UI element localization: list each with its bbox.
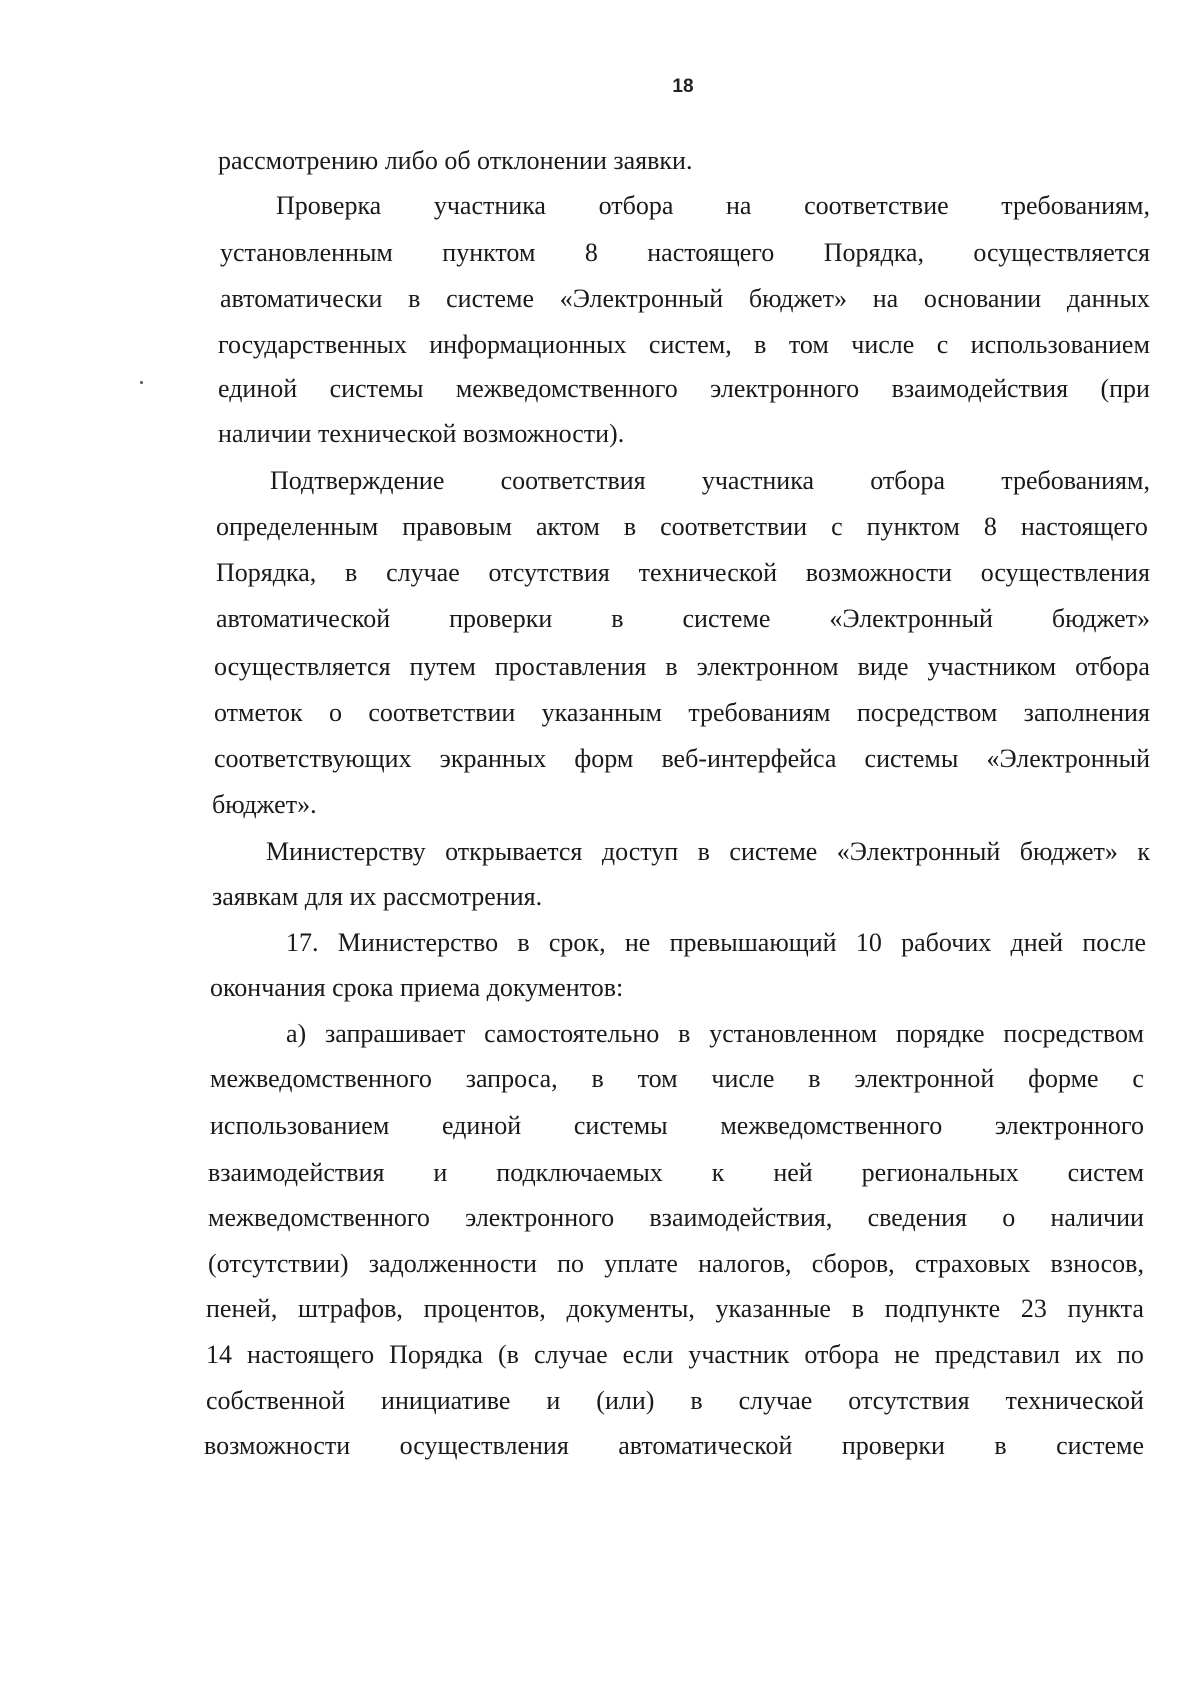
word: о: [1002, 1203, 1016, 1232]
word: Порядка,: [823, 238, 924, 267]
word: использованием: [970, 330, 1150, 359]
word: в: [591, 1064, 604, 1093]
word: участник: [688, 1340, 790, 1369]
word: проверки: [449, 604, 553, 633]
word: электронной: [854, 1064, 995, 1093]
text-line: [208, 1157, 1144, 1189]
word: документы,: [566, 1294, 695, 1323]
word: в: [678, 1019, 691, 1048]
word: настоящего: [1020, 512, 1148, 541]
word: электронного: [994, 1111, 1144, 1140]
word: электронном: [696, 652, 839, 681]
word: Проверка: [276, 191, 382, 220]
word: межведомственного: [720, 1111, 943, 1140]
word: в: [408, 284, 421, 313]
word: о: [329, 698, 343, 727]
word: отбора: [804, 1340, 880, 1369]
word: собственной: [206, 1386, 346, 1415]
word: в: [345, 558, 358, 587]
word: отсутствия: [848, 1386, 970, 1415]
word: порядке: [895, 1019, 985, 1048]
word: Порядка: [389, 1340, 483, 1369]
word: с: [936, 330, 949, 359]
text-line: [214, 697, 1150, 729]
word: требованиям,: [1001, 466, 1150, 495]
word: форм: [574, 744, 634, 773]
word: соответствующих: [214, 744, 412, 773]
word: сведения: [867, 1203, 967, 1232]
word: окончания срока приема документов:: [210, 973, 624, 1002]
word: подключаемых: [496, 1158, 663, 1187]
word: не: [894, 1340, 920, 1369]
word: систем: [1067, 1158, 1144, 1187]
word: возможности: [204, 1431, 351, 1460]
word: в: [697, 837, 710, 866]
word: «Электронный: [836, 837, 1001, 866]
word: соответствие: [804, 191, 949, 220]
word: системе: [1056, 1431, 1144, 1460]
word: числе: [711, 1064, 775, 1093]
word: отбора: [598, 191, 674, 220]
word: наличии: [1050, 1203, 1144, 1232]
word: том: [637, 1064, 678, 1093]
text-line: [218, 373, 1150, 405]
word: превышающий: [669, 928, 837, 957]
word: экранных: [439, 744, 547, 773]
word: к: [1137, 837, 1150, 866]
word: по: [557, 1249, 584, 1278]
word: единой: [218, 374, 298, 403]
word: соответствии: [660, 512, 808, 541]
word: том: [788, 330, 829, 359]
text-line: [214, 743, 1150, 775]
word: актом: [535, 512, 600, 541]
word: 10: [855, 928, 882, 957]
word: налогов,: [698, 1249, 792, 1278]
word: участника: [433, 191, 546, 220]
scan-speck: [140, 381, 143, 384]
word: бюджет»: [1051, 604, 1150, 633]
word: запрашивает: [325, 1019, 466, 1048]
text-line: [208, 1248, 1144, 1280]
word: рассмотрению либо об отклонении заявки.: [218, 146, 693, 175]
word: автоматической: [618, 1431, 793, 1460]
word: отбора: [870, 466, 946, 495]
word: на: [726, 191, 752, 220]
word: основании: [923, 284, 1042, 313]
text-line: [218, 418, 624, 450]
word: требованиям: [688, 698, 831, 727]
word: осуществления: [399, 1431, 569, 1460]
word: с: [831, 512, 843, 541]
word: 8: [983, 512, 997, 541]
text-line: [216, 511, 1148, 543]
word: соответствия: [500, 466, 646, 495]
word: уплате: [604, 1249, 678, 1278]
page-number: 18: [672, 76, 694, 97]
word: (при: [1100, 374, 1150, 403]
word: не: [624, 928, 651, 957]
word: соответствии: [368, 698, 516, 727]
word: представил: [934, 1340, 1060, 1369]
word: если: [622, 1340, 674, 1369]
word: в: [611, 604, 624, 633]
text-line: [206, 1339, 1144, 1371]
text-line: [286, 1018, 1144, 1050]
word: технической: [638, 558, 778, 587]
word: случае: [738, 1386, 813, 1415]
text-line: [276, 190, 1150, 222]
word: 14: [206, 1340, 232, 1369]
word: системы: [329, 374, 424, 403]
word: пунктом: [442, 238, 536, 267]
word: требованиям,: [1001, 191, 1150, 220]
word: автоматически: [220, 284, 383, 313]
word: срок,: [548, 928, 606, 957]
word: электронного: [710, 374, 860, 403]
word: рабочих: [901, 928, 992, 957]
word: систем,: [648, 330, 732, 359]
word: подпункте: [884, 1294, 1001, 1323]
word: пункта: [1067, 1294, 1144, 1323]
word: в: [517, 928, 530, 957]
word: пунктом: [866, 512, 960, 541]
text-line: [218, 329, 1150, 361]
word: с: [1132, 1064, 1144, 1093]
word: 17.: [286, 928, 319, 957]
word: правовым: [402, 512, 512, 541]
word: данных: [1066, 284, 1150, 313]
word: дней: [1010, 928, 1064, 957]
word: системе: [729, 837, 818, 866]
word: межведомственного: [455, 374, 678, 403]
word: возможности: [805, 558, 952, 587]
word: (отсутствии): [208, 1249, 349, 1278]
word: задолженности: [368, 1249, 537, 1278]
word: определенным: [216, 512, 379, 541]
word: и: [546, 1386, 561, 1415]
word: самостоятельно: [484, 1019, 660, 1048]
text-line: [270, 465, 1150, 497]
word: осуществляется: [973, 238, 1150, 267]
word: использованием: [210, 1111, 390, 1140]
word: инициативе: [381, 1386, 511, 1415]
word: (в: [497, 1340, 519, 1369]
word: Министерство: [337, 928, 499, 957]
word: открывается: [445, 837, 583, 866]
word: участником: [927, 652, 1057, 681]
word: пеней,: [206, 1294, 278, 1323]
text-line: [214, 651, 1150, 683]
word: установленным: [220, 238, 393, 267]
text-line: [216, 603, 1150, 635]
word: сборов,: [811, 1249, 895, 1278]
word: осуществления: [980, 558, 1150, 587]
word: единой: [441, 1111, 522, 1140]
word: межведомственного: [208, 1203, 430, 1232]
word: (или): [596, 1386, 655, 1415]
word: участника: [701, 466, 814, 495]
word: межведомственного: [210, 1064, 432, 1093]
word: отметок: [214, 698, 303, 727]
word: проставления: [494, 652, 647, 681]
word: проверки: [841, 1431, 945, 1460]
word: штрафов,: [298, 1294, 403, 1323]
word: взаимодействия: [891, 374, 1069, 403]
word: технической: [1005, 1386, 1144, 1415]
word: виде: [857, 652, 909, 681]
text-line: [210, 1063, 1144, 1095]
word: и: [433, 1158, 448, 1187]
word: 23: [1020, 1294, 1047, 1323]
word: а): [286, 1019, 307, 1048]
text-line: [210, 972, 623, 1004]
word: путем: [409, 652, 476, 681]
word: по: [1117, 1340, 1144, 1369]
word: настоящего: [247, 1340, 375, 1369]
text-line: [210, 1110, 1144, 1142]
word: форме: [1028, 1064, 1099, 1093]
word: настоящего: [647, 238, 775, 267]
word: в: [754, 330, 767, 359]
word: Подтверждение: [270, 466, 445, 495]
word: системе: [682, 604, 771, 633]
word: запроса,: [465, 1064, 558, 1093]
word: системы: [864, 744, 959, 773]
word: на: [872, 284, 899, 313]
word: бюджет»: [748, 284, 847, 313]
word: процентов,: [423, 1294, 546, 1323]
text-line: [208, 1202, 1144, 1234]
word: «Электронный: [559, 284, 724, 313]
text-line: [212, 881, 542, 913]
word: «Электронный: [829, 604, 993, 633]
text-line: [218, 145, 692, 177]
word: случае: [386, 558, 460, 587]
word: веб-интерфейса: [661, 744, 837, 773]
word: в: [690, 1386, 703, 1415]
word: отбора: [1075, 652, 1150, 681]
word: в: [623, 512, 637, 541]
word: наличии технической возможности).: [218, 419, 625, 448]
text-line: [206, 1293, 1144, 1325]
word: в: [665, 652, 678, 681]
word: осуществляется: [214, 652, 391, 681]
text-line: [220, 237, 1150, 269]
word: региональных: [861, 1158, 1019, 1187]
text-line: [216, 557, 1150, 589]
word: указанные: [715, 1294, 831, 1323]
word: ней: [773, 1158, 813, 1187]
word: системы: [573, 1111, 668, 1140]
word: в: [808, 1064, 821, 1093]
word: автоматической: [216, 604, 391, 633]
text-line: [220, 283, 1150, 315]
word: взаимодействия,: [649, 1203, 833, 1232]
word: информационных: [429, 330, 627, 359]
word: взаимодействия: [208, 1158, 385, 1187]
word: посредством: [1003, 1019, 1144, 1048]
word: числе: [851, 330, 915, 359]
word: отсутствия: [488, 558, 610, 587]
word: бюджет»: [1019, 837, 1118, 866]
text-line: [266, 836, 1150, 868]
word: посредством: [856, 698, 998, 727]
text-line: [206, 1385, 1144, 1417]
word: Порядка,: [216, 558, 317, 587]
word: электронного: [465, 1203, 615, 1232]
text-line: [286, 927, 1146, 959]
word: взносов,: [1050, 1249, 1144, 1278]
word: 8: [584, 238, 598, 267]
word: заполнения: [1023, 698, 1150, 727]
word: после: [1082, 928, 1146, 957]
word: их: [1075, 1340, 1102, 1369]
word: в: [994, 1431, 1007, 1460]
word: заявкам для их рассмотрения.: [212, 882, 543, 911]
word: системе: [446, 284, 535, 313]
word: указанным: [541, 698, 662, 727]
word: Министерству: [266, 837, 426, 866]
word: случае: [533, 1340, 608, 1369]
text-line: [204, 1430, 1144, 1462]
word: доступ: [601, 837, 679, 866]
word: «Электронный: [986, 744, 1150, 773]
word: к: [711, 1158, 725, 1187]
word: в: [851, 1294, 864, 1323]
word: государственных: [218, 330, 407, 359]
text-line: [212, 789, 317, 821]
word: бюджет».: [212, 790, 317, 819]
word: установленном: [709, 1019, 878, 1048]
word: страховых: [914, 1249, 1031, 1278]
